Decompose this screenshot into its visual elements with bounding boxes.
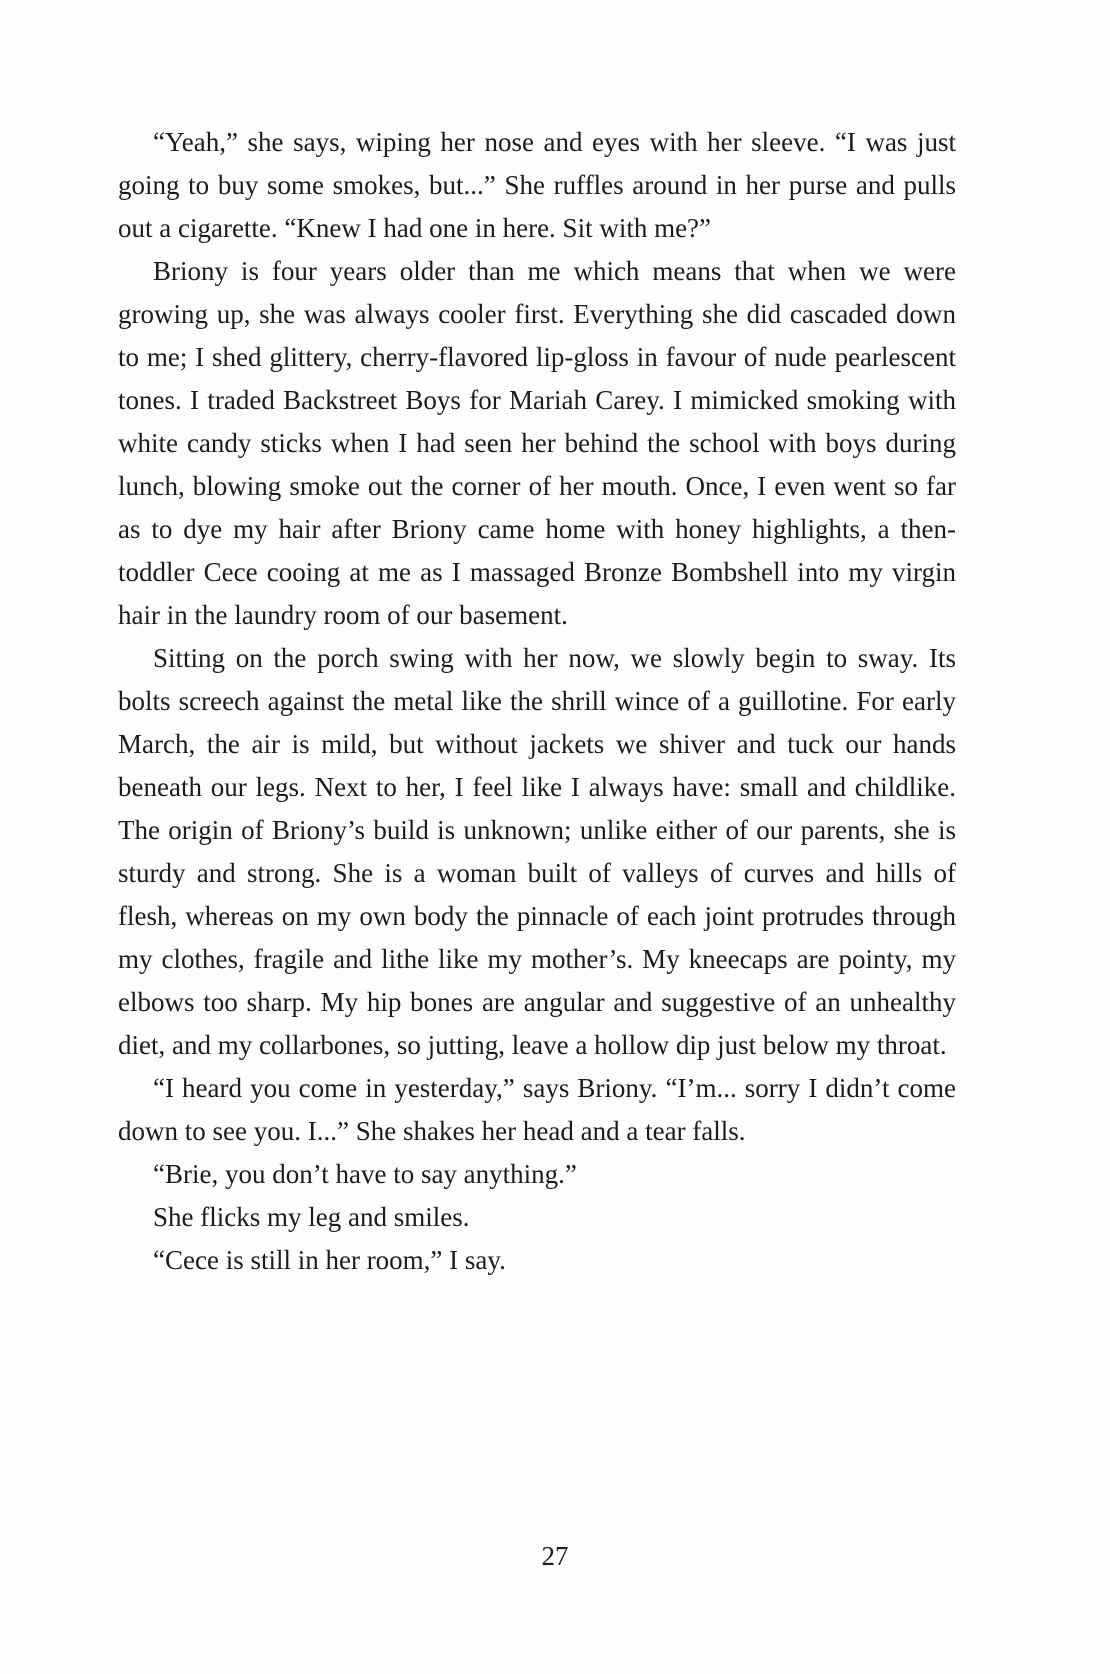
paragraph-briony-older: Briony is four years older than me which means that when we were growing up, she was always cooler first. Everything she did cascaded down to me; I shed glittery, cherry-flavored lip-gloss in favour of nude pearlescent tones. I traded Backstreet Boys for Mariah Carey. I mimicked smoking with white candy sticks when I had seen her behind the school with boys during lunch, blowing smoke out the corner of her mouth. Once, I even went so far as to dye my hair after Briony came home with honey highlights, a then-toddler Cece cooing at me as I massaged Bronze Bombshell into my virgin hair in the laundry room of our basement. xyxy=(118,256,956,630)
paragraph-flicks: She flicks my leg and smiles. xyxy=(153,1202,470,1232)
paragraph-brie: “Brie, you don’t have to say anything.” xyxy=(153,1159,577,1189)
paragraph-heard-you: “I heard you come in yesterday,” says Briony. “I’m... sorry I didn’t come down to see you. I...” She shakes her head and a tear falls. xyxy=(118,1073,956,1146)
paragraph-yeah: “Yeah,” she says, wiping her nose and eyes with her sleeve. “I was just going to buy some smokes, but...” She ruffles around in her purse and pulls out a cigarette. “Knew I had one in here. Sit with me?” xyxy=(118,127,956,243)
page-number: 27 xyxy=(541,1541,569,1571)
body-text xyxy=(118,121,956,1282)
paragraph-porch-swing: Sitting on the porch swing with her now, we slowly begin to sway. Its bolts screech against the metal like the shrill wince of a guillotine. For early March, the air is mild, but without jackets we shiver and tuck our hands beneath our legs. Next to her, I feel like I always have: small and childlike. The origin of Briony’s build is unknown; unlike either of our parents, she is sturdy and strong. She is a woman built of valleys of curves and hills of flesh, whereas on my own body the pinnacle of each joint protrudes through my clothes, fragile and lithe like my mother’s. My kneecaps are pointy, my elbows too sharp. My hip bones are angular and suggestive of an unhealthy diet, and my collarbones, so jutting, leave a hollow dip just below my throat. xyxy=(118,643,956,1060)
paragraph-cece: “Cece is still in her room,” I say. xyxy=(153,1245,506,1275)
